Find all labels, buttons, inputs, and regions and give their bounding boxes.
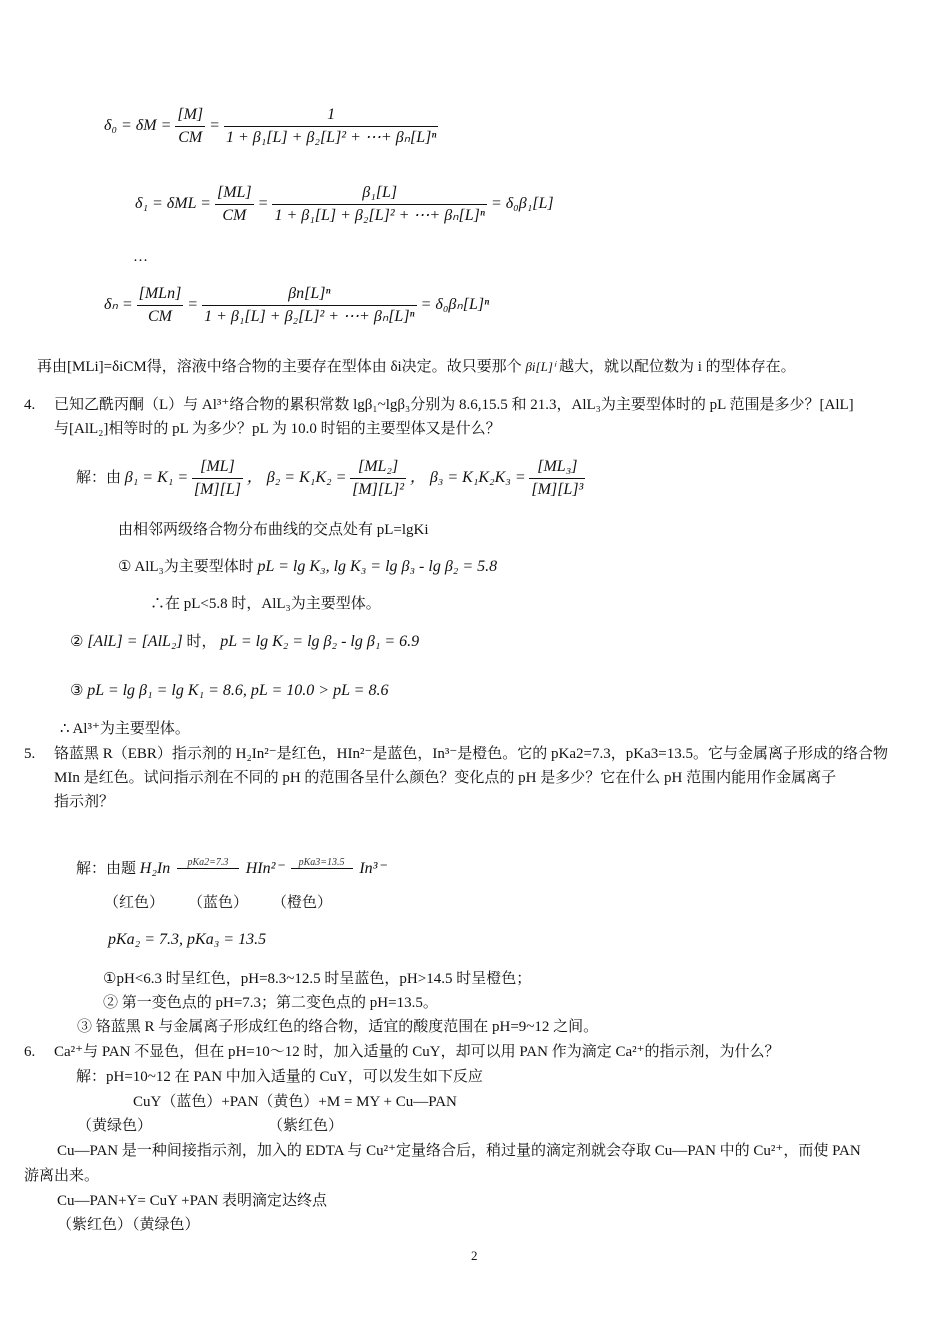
page-number: 2 — [471, 1248, 478, 1263]
answer-5-result3: ③ 铬蓝黑 R 与金属离子形成红色的络合物，适宜的酸度范围在 pH=9~12 之间。 — [77, 1019, 599, 1035]
answer-6-reaction: CuY（蓝色）+PAN（黄色）+M = MY + Cu—PAN — [133, 1094, 457, 1110]
equilibrium-arrow-1: pKa2=7.3 — [177, 868, 239, 871]
answer-6-endpoint: Cu—PAN+Y= CuY +PAN 表明滴定达终点 — [57, 1193, 328, 1209]
fraction-beta1-over-sum: $\frac{\text{β₁[L]}}{\text{1 + β₁[L] + β₂[L]² + ⋯+ βₙ[L]ⁿ}}$ — [274, 184, 485, 224]
answer-6-color-yellowgreen: （黄绿色） — [77, 1118, 153, 1134]
answer-6-endpoint-colors: （紫红色）（黄绿色） — [57, 1217, 200, 1233]
equation-delta1: δ₁ = δML = $\frac{[ML]}{CM}$ = $\frac{\text{β₁[L]}}{\text{1 + β₁[L] + β₂[L]² + ⋯+ βₙ[L]ⁿ}}$ = δ₀β₁[L] — [135, 182, 554, 227]
answer-4-conclusion: ∴ Al³⁺为主要型体。 — [60, 721, 190, 737]
equation-delta0: δ₀ = δM = $\frac{[M]}{CM}$ = $\frac{1}{\text{1 + β₁[L] + β₂[L]² + ⋯+ βₙ[L]ⁿ}}$ — [104, 104, 438, 149]
answer-4-step2: ② [AlL] = [AlL₂] 时， pL = lg K₂ = lg β₂ - lg β₁ = 6.9 — [70, 633, 420, 650]
answer-5-pka: pKa₂ = 7.3, pKa₃ = 13.5 — [108, 931, 267, 948]
equilibrium-arrow-2: pKa3=13.5 — [291, 868, 353, 871]
answer-5-color-red: （红色） — [104, 895, 165, 911]
answer-6-explanation-1: Cu—PAN 是一种间接指示剂，加入的 EDTA 与 Cu²⁺定量络合后，稍过量的滴定剂就会夺取 Cu—PAN 中的 Cu²⁺，而使 PAN — [57, 1143, 861, 1159]
delta1-rhs: = δ₀β₁[L] — [490, 195, 554, 213]
answer-5-color-blue: （蓝色） — [188, 895, 249, 911]
answer-6-explanation-2: 游离出来。 — [24, 1168, 100, 1184]
fraction-beta3: $\frac{\text{[ML₃]}}{\text{[M][L]³}}$ — [531, 458, 584, 498]
equation-deltan: δₙ = $\frac{\text{[MLn]}}{CM}$ = $\frac{\text{βn[L]ⁿ}}{\text{1 + β₁[L] + β₂[L]² + ⋯+ βₙ[L]ⁿ}}$ = δ₀βₙ[L]ⁿ — [104, 283, 489, 328]
delta0-lhs: δ₀ = δM = — [104, 117, 172, 135]
question-5-line1: 铬蓝黑 R（EBR）指示剂的 H₂In²⁻是红色，HIn²⁻是蓝色，In³⁻是橙色。它的 pKa2=7.3，pKa3=13.5。它与金属离子形成的络合物 — [54, 746, 888, 762]
deltan-lhs: δₙ = — [104, 296, 133, 314]
fraction-1-over-sum: $\frac{1}{\text{1 + β₁[L] + β₂[L]² + ⋯+ βₙ[L]ⁿ}}$ — [225, 106, 437, 146]
answer-4-intersect: 由相邻两级络合物分布曲线的交点处有 pL=lgKi — [118, 522, 429, 538]
paragraph-ml: 再由[MLi]=δiCM得，溶液中络合物的主要存在型体由 δi决定。故只要那个 βi[L]ⁱ 越大，就以配位数为 i 的型体存在。 — [37, 359, 796, 375]
answer-4-step3: ③ pL = lg β₁ = lg K₁ = 8.6, pL = 10.0 > pL = 8.6 — [70, 682, 389, 699]
question-4-line1: 已知乙酰丙酮（L）与 Al³⁺络合物的累积常数 lgβ₁~lgβ₃分别为 8.6,15.5 和 21.3，AlL₃为主要型体时的 pL 范围是多少？[AlL] — [54, 397, 854, 413]
answer-4-betas: 解：由 β₁ = K₁ = $\frac{[ML]}{[M][L]}$ ， β₂ = K₁K₂ = $\frac{\text{[ML₂]}}{\text{[M][L]²}}$ ， β₃ = K₁K₂K₃ = $\frac{\text{[ML₃]}}{\text{[M][L]³}}$ — [76, 456, 585, 501]
delta1-lhs: δ₁ = δML = — [135, 195, 211, 213]
fraction-ml-over-cm: $\frac{[ML]}{CM}$ — [216, 184, 252, 224]
answer-6-line1: 解：pH=10~12 在 PAN 中加入适量的 CuY，可以发生如下反应 — [76, 1069, 483, 1085]
answer-5-result1: ①pH<6.3 时呈红色，pH=8.3~12.5 时呈蓝色，pH>14.5 时呈橙色； — [103, 971, 532, 987]
fraction-mln-over-cm: $\frac{\text{[MLn]}}{CM}$ — [138, 285, 182, 325]
answer-5-equilibrium: 解：由题 H₂In pKa2=7.3 HIn²⁻ pKa3=13.5 In³⁻ — [76, 857, 386, 877]
fraction-beta2: $\frac{\text{[ML₂]}}{\text{[M][L]²}}$ — [352, 458, 405, 498]
fraction-m-over-cm: $\frac{[M]}{CM}$ — [177, 106, 204, 146]
answer-5-color-orange: （橙色） — [272, 895, 333, 911]
question-4-number: 4. — [24, 397, 36, 413]
question-4-line2: 与[AlL₂]相等时的 pL 为多少？pL 为 10.0 时铝的主要型体又是什么？ — [54, 421, 501, 437]
answer-4-step1-conclusion: ∴在 pL<5.8 时，AlL₃为主要型体。 — [150, 596, 381, 612]
answer-4-step1: ① AlL₃为主要型体时 pL = lg K₃, lg K₃ = lg β₃ - lg β₂ = 5.8 — [118, 558, 498, 575]
fraction-beta1: $\frac{[ML]}{[M][L]}$ — [193, 458, 242, 498]
fraction-betan-over-sum: $\frac{\text{βn[L]ⁿ}}{\text{1 + β₁[L] + β₂[L]² + ⋯+ βₙ[L]ⁿ}}$ — [204, 285, 415, 325]
question-5-number: 5. — [24, 746, 36, 762]
question-5-line2: MIn 是红色。试问指示剂在不同的 pH 的范围各呈什么颜色？变化点的 pH 是多少？它在什么 pH 范围内能用作金属离子 — [54, 770, 837, 786]
answer-5-result2: ② 第一变色点的 pH=7.3；第二变色点的 pH=13.5。 — [103, 995, 438, 1011]
question-6-line1: Ca²⁺与 PAN 不显色，但在 pH=10～12 时，加入适量的 CuY，却可以用 PAN 作为滴定 Ca²⁺的指示剂，为什么？ — [54, 1044, 780, 1060]
question-6-number: 6. — [24, 1044, 36, 1060]
question-5-line3: 指示剂？ — [54, 794, 115, 810]
ellipsis: … — [133, 249, 148, 265]
answer-6-color-purple: （紫红色） — [268, 1118, 344, 1134]
deltan-rhs: = δ₀βₙ[L]ⁿ — [420, 296, 490, 314]
